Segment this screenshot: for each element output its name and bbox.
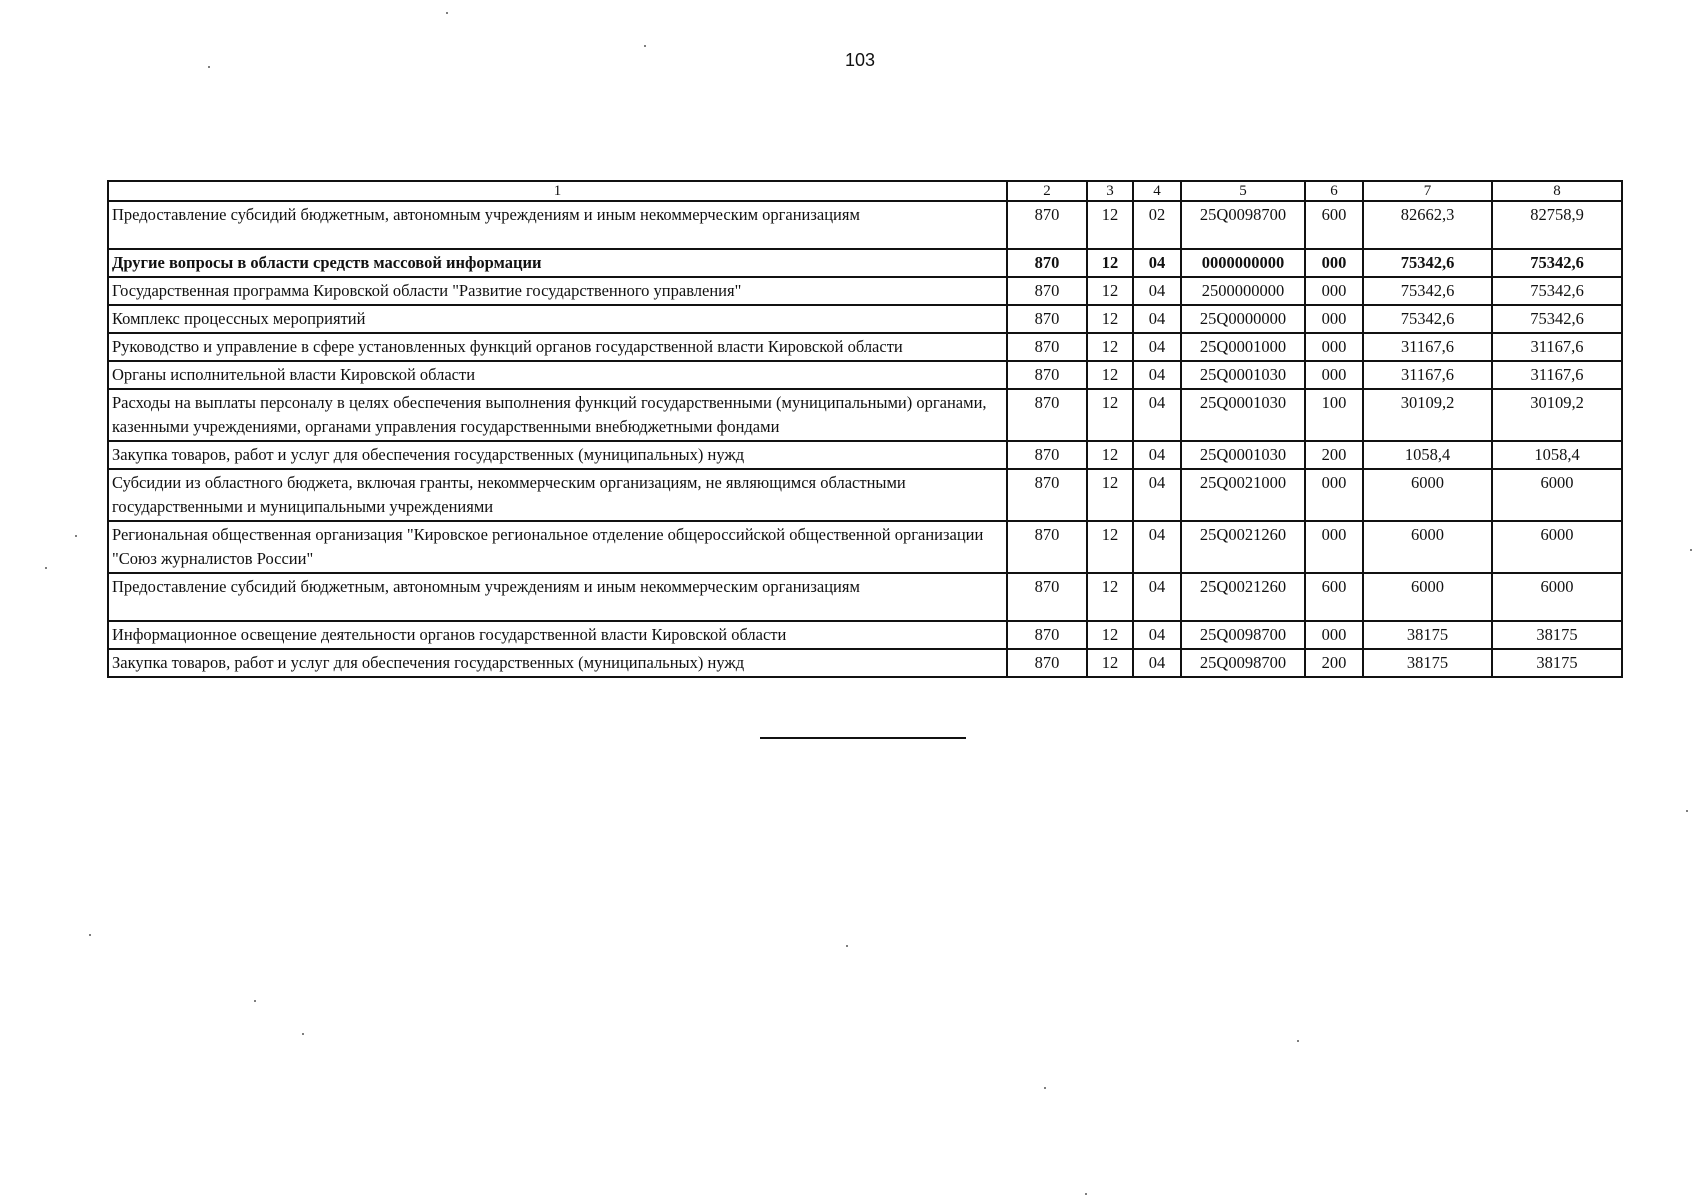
cell-target-article: 25Q0001030: [1181, 361, 1305, 389]
cell-amount-year-2: 6000: [1492, 573, 1622, 621]
cell-expense-type: 100: [1305, 389, 1363, 441]
table-row: [108, 573, 1622, 621]
cell-subsection: 04: [1133, 389, 1181, 441]
cell-ministry-code: 870: [1007, 277, 1087, 305]
cell-subsection: 04: [1133, 361, 1181, 389]
cell-section: 12: [1087, 573, 1133, 621]
scan-speck: [75, 535, 77, 537]
cell-subsection: 04: [1133, 469, 1181, 521]
cell-ministry-code: 870: [1007, 521, 1087, 573]
cell-section: 12: [1087, 201, 1133, 249]
table-row: [108, 333, 1622, 361]
cell-amount-year-2: 31167,6: [1492, 361, 1622, 389]
cell-ministry-code: 870: [1007, 389, 1087, 441]
cell-subsection: 04: [1133, 521, 1181, 573]
cell-amount-year-1: 6000: [1363, 573, 1492, 621]
cell-subsection: 04: [1133, 333, 1181, 361]
cell-expense-type: 600: [1305, 573, 1363, 621]
row-name: Предоставление субсидий бюджетным, автономным учреждениям и иным некоммерческим организациям: [108, 201, 1007, 249]
cell-section: 12: [1087, 469, 1133, 521]
budget-table: [107, 180, 1623, 678]
cell-ministry-code: 870: [1007, 249, 1087, 277]
cell-expense-type: 000: [1305, 305, 1363, 333]
cell-amount-year-1: 75342,6: [1363, 249, 1492, 277]
cell-subsection: 04: [1133, 277, 1181, 305]
cell-amount-year-2: 38175: [1492, 621, 1622, 649]
cell-expense-type: 000: [1305, 521, 1363, 573]
table-row: [108, 277, 1622, 305]
column-number: 5: [1181, 181, 1305, 201]
column-number: 7: [1363, 181, 1492, 201]
cell-amount-year-2: 1058,4: [1492, 441, 1622, 469]
cell-subsection: 04: [1133, 649, 1181, 677]
cell-section: 12: [1087, 333, 1133, 361]
cell-ministry-code: 870: [1007, 305, 1087, 333]
row-name: Другие вопросы в области средств массовой информации: [108, 249, 1007, 277]
column-number: 1: [108, 181, 1007, 201]
cell-amount-year-1: 30109,2: [1363, 389, 1492, 441]
end-divider-line: [760, 737, 966, 739]
cell-target-article: 25Q0021260: [1181, 521, 1305, 573]
scan-speck: [89, 934, 91, 936]
cell-amount-year-2: 6000: [1492, 469, 1622, 521]
scan-speck: [254, 1000, 256, 1002]
cell-subsection: 04: [1133, 305, 1181, 333]
cell-expense-type: 000: [1305, 469, 1363, 521]
cell-expense-type: 000: [1305, 277, 1363, 305]
table-row: [108, 361, 1622, 389]
cell-amount-year-1: 1058,4: [1363, 441, 1492, 469]
cell-ministry-code: 870: [1007, 361, 1087, 389]
cell-subsection: 04: [1133, 249, 1181, 277]
table-row: [108, 649, 1622, 677]
cell-section: 12: [1087, 441, 1133, 469]
cell-amount-year-1: 75342,6: [1363, 277, 1492, 305]
scan-speck: [208, 66, 210, 68]
row-name: Информационное освещение деятельности органов государственной власти Кировской области: [108, 621, 1007, 649]
table-row: [108, 249, 1622, 277]
cell-amount-year-1: 38175: [1363, 621, 1492, 649]
cell-amount-year-2: 82758,9: [1492, 201, 1622, 249]
column-number-row: [108, 181, 1622, 201]
cell-section: 12: [1087, 305, 1133, 333]
cell-amount-year-1: 6000: [1363, 469, 1492, 521]
cell-target-article: 25Q0001000: [1181, 333, 1305, 361]
column-number: 6: [1305, 181, 1363, 201]
cell-amount-year-1: 31167,6: [1363, 361, 1492, 389]
cell-section: 12: [1087, 277, 1133, 305]
cell-target-article: 25Q0098700: [1181, 649, 1305, 677]
cell-subsection: 04: [1133, 573, 1181, 621]
row-name: Органы исполнительной власти Кировской области: [108, 361, 1007, 389]
cell-amount-year-1: 82662,3: [1363, 201, 1492, 249]
cell-target-article: 25Q0098700: [1181, 621, 1305, 649]
cell-amount-year-1: 38175: [1363, 649, 1492, 677]
cell-amount-year-2: 38175: [1492, 649, 1622, 677]
column-number: 3: [1087, 181, 1133, 201]
table-row: [108, 389, 1622, 441]
table-row: [108, 621, 1622, 649]
column-number: 2: [1007, 181, 1087, 201]
column-number: 4: [1133, 181, 1181, 201]
scan-speck: [1297, 1040, 1299, 1042]
table-row: [108, 521, 1622, 573]
row-name: Комплекс процессных мероприятий: [108, 305, 1007, 333]
cell-subsection: 04: [1133, 621, 1181, 649]
row-name: Закупка товаров, работ и услуг для обеспечения государственных (муниципальных) нужд: [108, 441, 1007, 469]
cell-expense-type: 600: [1305, 201, 1363, 249]
cell-ministry-code: 870: [1007, 621, 1087, 649]
cell-ministry-code: 870: [1007, 469, 1087, 521]
scan-speck: [644, 45, 646, 47]
scan-speck: [1044, 1087, 1046, 1089]
cell-target-article: 0000000000: [1181, 249, 1305, 277]
table-row: [108, 201, 1622, 249]
scan-speck: [1686, 810, 1688, 812]
scan-speck: [846, 945, 848, 947]
row-name: Государственная программа Кировской области "Развитие государственного управления": [108, 277, 1007, 305]
column-number: 8: [1492, 181, 1622, 201]
cell-amount-year-1: 31167,6: [1363, 333, 1492, 361]
cell-amount-year-2: 75342,6: [1492, 305, 1622, 333]
cell-ministry-code: 870: [1007, 441, 1087, 469]
scan-speck: [1690, 549, 1692, 551]
table-row: [108, 441, 1622, 469]
cell-amount-year-2: 75342,6: [1492, 277, 1622, 305]
cell-section: 12: [1087, 649, 1133, 677]
cell-target-article: 25Q0021000: [1181, 469, 1305, 521]
cell-section: 12: [1087, 521, 1133, 573]
cell-section: 12: [1087, 249, 1133, 277]
cell-amount-year-2: 75342,6: [1492, 249, 1622, 277]
cell-ministry-code: 870: [1007, 649, 1087, 677]
cell-expense-type: 000: [1305, 621, 1363, 649]
row-name: Субсидии из областного бюджета, включая гранты, некоммерческим организациям, не являющимся областными государственными и муниципальными учреждениями: [108, 469, 1007, 521]
cell-amount-year-2: 31167,6: [1492, 333, 1622, 361]
cell-expense-type: 200: [1305, 649, 1363, 677]
cell-expense-type: 000: [1305, 333, 1363, 361]
cell-target-article: 2500000000: [1181, 277, 1305, 305]
cell-section: 12: [1087, 389, 1133, 441]
page-number: 103: [844, 50, 876, 70]
cell-ministry-code: 870: [1007, 573, 1087, 621]
cell-amount-year-1: 6000: [1363, 521, 1492, 573]
row-name: Расходы на выплаты персоналу в целях обеспечения выполнения функций государственными (муниципальными) органами, казенными учреждениями, органами управления государственными внебюджетными фондами: [108, 389, 1007, 441]
scan-speck: [45, 567, 47, 569]
scan-speck: [302, 1033, 304, 1035]
cell-ministry-code: 870: [1007, 201, 1087, 249]
row-name: Руководство и управление в сфере установленных функций органов государственной власти Кировской области: [108, 333, 1007, 361]
cell-ministry-code: 870: [1007, 333, 1087, 361]
scan-speck: [446, 12, 448, 14]
row-name: Закупка товаров, работ и услуг для обеспечения государственных (муниципальных) нужд: [108, 649, 1007, 677]
cell-target-article: 25Q0098700: [1181, 201, 1305, 249]
row-name: Региональная общественная организация "Кировское региональное отделение общероссийской общественной организации "Союз журналистов России": [108, 521, 1007, 573]
cell-amount-year-1: 75342,6: [1363, 305, 1492, 333]
cell-section: 12: [1087, 621, 1133, 649]
table-row: [108, 305, 1622, 333]
cell-subsection: 02: [1133, 201, 1181, 249]
cell-target-article: 25Q0001030: [1181, 389, 1305, 441]
scan-speck: [1085, 1193, 1087, 1195]
row-name: Предоставление субсидий бюджетным, автономным учреждениям и иным некоммерческим организациям: [108, 573, 1007, 621]
cell-subsection: 04: [1133, 441, 1181, 469]
cell-expense-type: 000: [1305, 249, 1363, 277]
cell-expense-type: 000: [1305, 361, 1363, 389]
cell-section: 12: [1087, 361, 1133, 389]
cell-expense-type: 200: [1305, 441, 1363, 469]
cell-amount-year-2: 6000: [1492, 521, 1622, 573]
cell-target-article: 25Q0021260: [1181, 573, 1305, 621]
cell-target-article: 25Q0001030: [1181, 441, 1305, 469]
cell-amount-year-2: 30109,2: [1492, 389, 1622, 441]
cell-target-article: 25Q0000000: [1181, 305, 1305, 333]
table-row: [108, 469, 1622, 521]
